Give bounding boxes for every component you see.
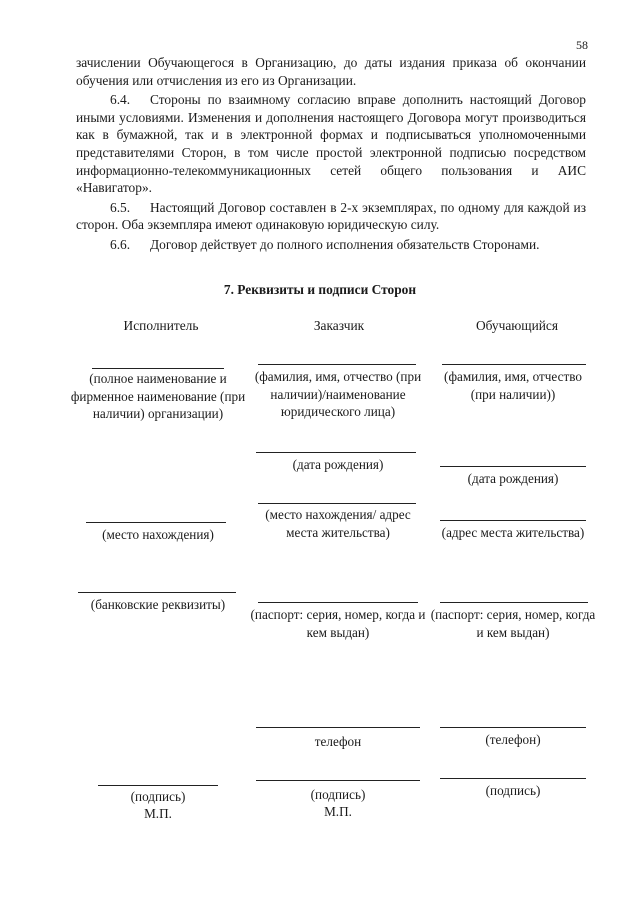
executor-bank-line bbox=[78, 592, 236, 593]
paragraph-6-5 bbox=[76, 199, 586, 234]
customer-name-line bbox=[258, 364, 416, 365]
customer-name-label: (фамилия, имя, отчество (при наличии)/наименование юридического лица) bbox=[254, 369, 422, 419]
customer-heading: Заказчик bbox=[313, 318, 365, 333]
student-signature-label: (подпись) bbox=[485, 783, 541, 798]
customer-passport-label: (паспорт: серия, номер, когда и кем выдан) bbox=[250, 607, 426, 640]
paragraph-number: 6.4. bbox=[110, 92, 131, 108]
student-name-label: (фамилия, имя, отчество (при наличии)) bbox=[444, 369, 582, 402]
student-passport-label: (паспорт: серия, номер, когда и кем выдан) bbox=[430, 607, 596, 640]
student-phone-line bbox=[440, 727, 586, 728]
student-address-label: (адрес места жительства) bbox=[441, 525, 585, 540]
contract-terms bbox=[76, 54, 586, 256]
executor-signature-label: (подпись) bbox=[130, 789, 186, 804]
customer-signature-line bbox=[256, 780, 420, 781]
student-address-line bbox=[440, 520, 586, 521]
customer-address-line bbox=[258, 503, 416, 504]
executor-name-label: (полное наименование и фирменное наименование (при наличии) организации) bbox=[70, 371, 246, 421]
student-birth-label: (дата рождения) bbox=[467, 471, 559, 486]
customer-phone-line bbox=[256, 727, 420, 728]
paragraph-6-6 bbox=[76, 236, 586, 254]
executor-bank-label: (банковские реквизиты) bbox=[90, 597, 226, 612]
student-passport-line bbox=[440, 602, 588, 603]
executor-heading: Исполнитель bbox=[123, 318, 199, 333]
student-birth-line bbox=[440, 466, 586, 467]
customer-passport-line bbox=[258, 602, 418, 603]
student-name-line bbox=[442, 364, 586, 365]
paragraph-text: зачислении Обучающегося в Организацию, до даты издания приказа об окончании обучения или отчисления из его из Организации. bbox=[76, 55, 586, 88]
executor-stamp-label: М.П. bbox=[144, 806, 172, 821]
section-title: 7. Реквизиты и подписи Сторон bbox=[223, 282, 417, 297]
paragraph-text: Стороны по взаимному согласию вправе дополнить настоящий Договор иными условиями. Изменения и дополнения настоящего Договора могут производиться как в бумажной, так и в электронной формах и подписываться уполномоченными представителями Сторон, в том числе простой электронной подписью посредством информационно-телекоммуникационных сетей общего пользования и АИС «Навигатор». bbox=[76, 92, 586, 196]
student-phone-label: (телефон) bbox=[485, 732, 541, 747]
customer-signature-label: (подпись) bbox=[310, 787, 366, 802]
customer-birth-label: (дата рождения) bbox=[292, 457, 384, 472]
customer-address-label: (место нахождения/ адрес места жительства) bbox=[265, 507, 411, 540]
executor-location-label: (место нахождения) bbox=[102, 527, 214, 542]
paragraph-6-4 bbox=[76, 91, 586, 197]
executor-location-line bbox=[86, 522, 226, 523]
paragraph-continuation bbox=[76, 54, 586, 89]
student-heading: Обучающийся bbox=[475, 318, 559, 333]
paragraph-number: 6.5. bbox=[110, 199, 131, 215]
executor-name-line bbox=[92, 368, 224, 369]
paragraph-text: Договор действует до полного исполнения обязательств Сторонами. bbox=[150, 236, 540, 252]
page-number: 58 bbox=[576, 38, 588, 52]
customer-phone-label: телефон bbox=[314, 734, 362, 749]
executor-signature-line bbox=[98, 785, 218, 786]
paragraph-number: 6.6. bbox=[110, 236, 131, 252]
student-signature-line bbox=[440, 778, 586, 779]
customer-birth-line bbox=[256, 452, 416, 453]
customer-stamp-label: М.П. bbox=[324, 804, 352, 819]
paragraph-text: Настоящий Договор составлен в 2-х экземплярах, по одному для каждой из сторон. Оба экземпляра имеют одинаковую юридическую силу. bbox=[76, 199, 586, 233]
